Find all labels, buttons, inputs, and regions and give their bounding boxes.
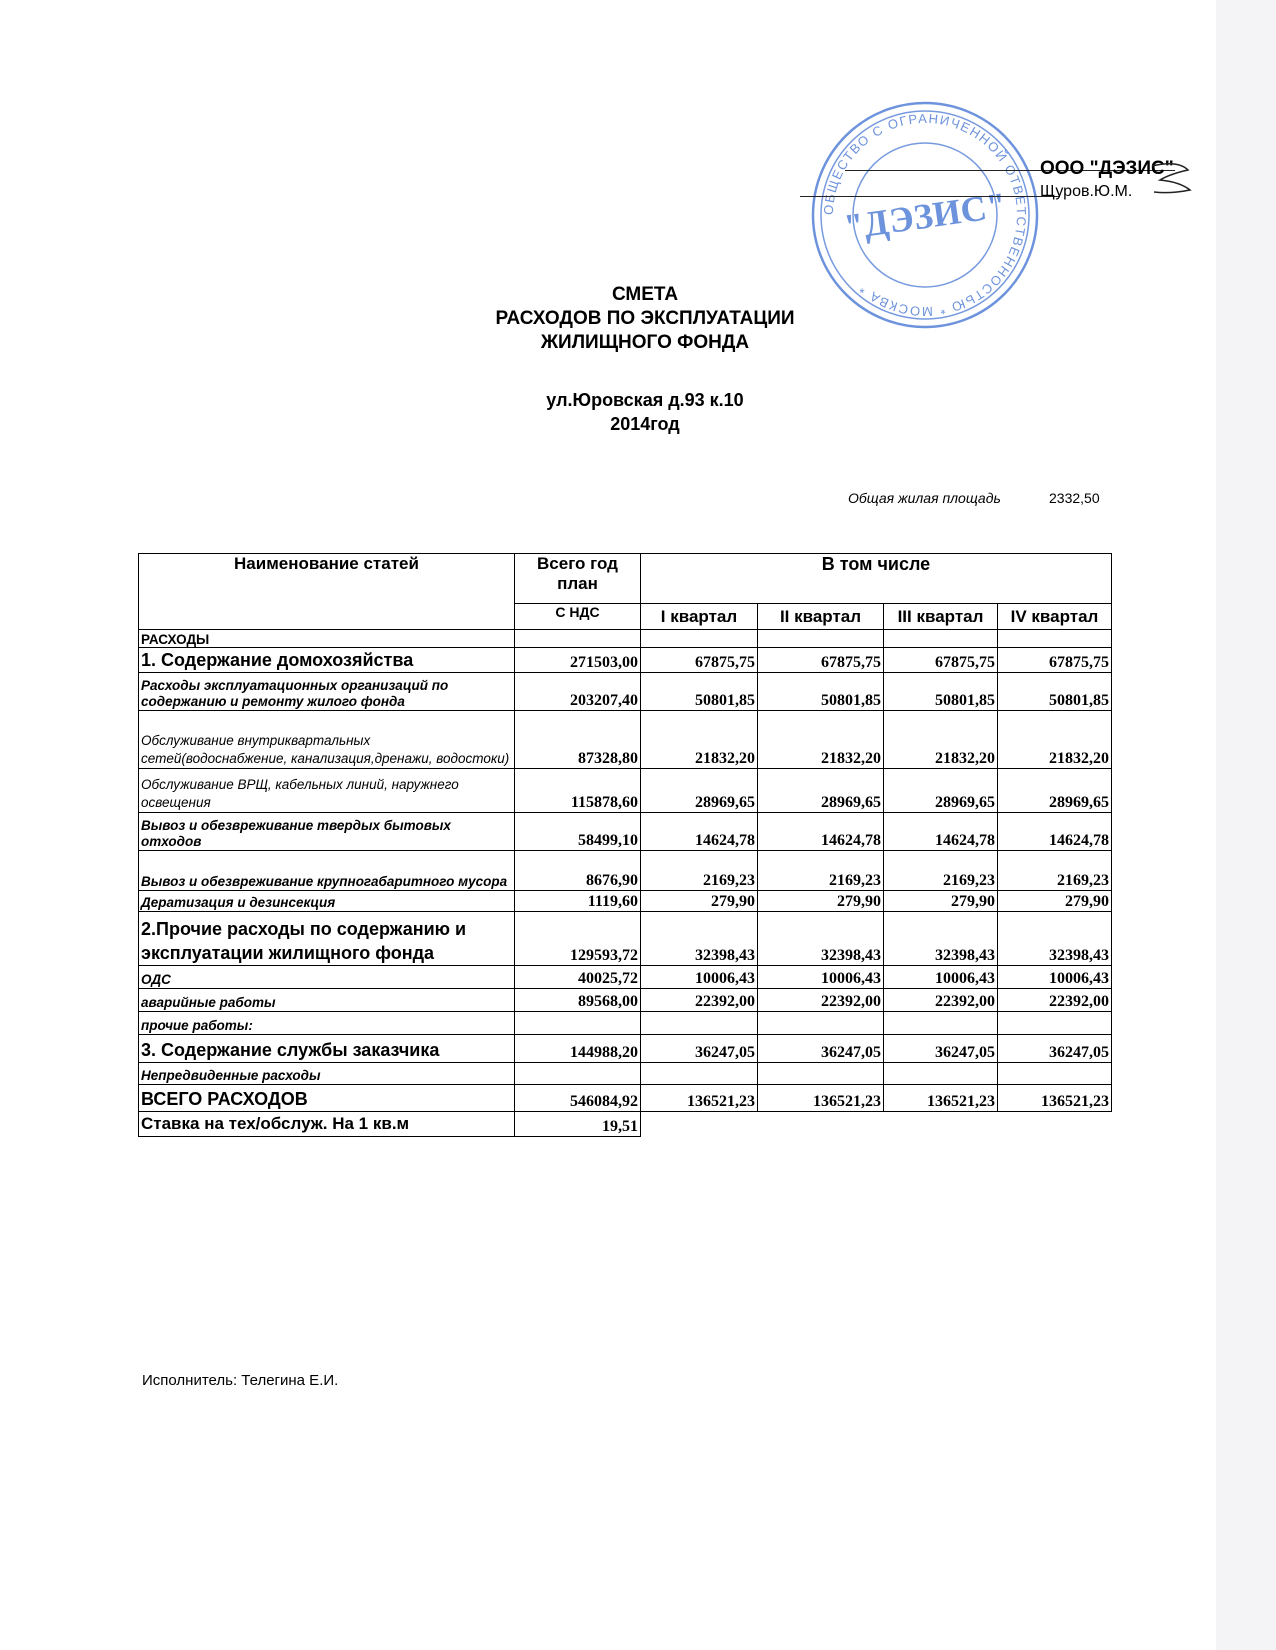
scan-edge <box>1216 0 1276 1650</box>
title-line: ЖИЛИЩНОГО ФОНДА <box>540 332 750 353</box>
cell-q2: 136521,23 <box>758 1085 884 1112</box>
header-q3: III квартал <box>884 604 998 630</box>
cell-total: 87328,80 <box>515 711 641 769</box>
row-label: Вывоз и обезвреживание крупногабаритного мусора <box>139 851 515 891</box>
row-label: аварийные работы <box>139 989 515 1012</box>
cell-total: 271503,00 <box>515 648 641 673</box>
row-label: 3. Содержание службы заказчика <box>139 1035 515 1063</box>
row-label: ВСЕГО РАСХОДОВ <box>139 1085 515 1112</box>
cell-q2: 10006,43 <box>758 966 884 989</box>
cell-q4: 22392,00 <box>998 989 1112 1012</box>
cell-q3: 279,90 <box>884 891 998 912</box>
cell-total: 8676,90 <box>515 851 641 891</box>
cell-q4: 21832,20 <box>998 711 1112 769</box>
row-label: Расходы эксплуатационных организаций по содержанию и ремонту жилого фонда <box>139 673 515 711</box>
cell-q2: 67875,75 <box>758 648 884 673</box>
address-block <box>440 388 850 436</box>
table-row <box>139 648 1112 673</box>
row-label: 1. Содержание домохозяйства <box>139 648 515 673</box>
table-row <box>139 891 1112 912</box>
cell-q2 <box>758 1012 884 1035</box>
header-total-vat: С НДС <box>515 604 641 630</box>
cell-q4: 67875,75 <box>998 648 1112 673</box>
cell-q3: 10006,43 <box>884 966 998 989</box>
cell-q2: 14624,78 <box>758 813 884 851</box>
cell-q3: 50801,85 <box>884 673 998 711</box>
cell-total: 144988,20 <box>515 1035 641 1063</box>
cell-q1: 22392,00 <box>641 989 758 1012</box>
cell-q1: 28969,65 <box>641 769 758 813</box>
cell-q3: 28969,65 <box>884 769 998 813</box>
cell-total: 115878,60 <box>515 769 641 813</box>
row-label: Дератизация и дезинсекция <box>139 891 515 912</box>
cell-q4: 50801,85 <box>998 673 1112 711</box>
svg-text:ОБЩЕСТВО С ОГРАНИЧЕННОЙ ОТВЕТС: ОБЩЕСТВО С ОГРАНИЧЕННОЙ ОТВЕТСТВЕННОСТЬЮ * МОСКВА * <box>820 110 1030 320</box>
table-row <box>139 1012 1112 1035</box>
table-row <box>139 989 1112 1012</box>
cell-q2: 2169,23 <box>758 851 884 891</box>
signature <box>1150 160 1200 200</box>
cell-total <box>515 630 641 648</box>
table-row-total <box>139 1085 1112 1112</box>
table-row <box>139 1035 1112 1063</box>
row-label: Вывоз и обезвреживание твердых бытовых отходов <box>139 813 515 851</box>
table-row-rate <box>139 1112 1112 1137</box>
header-q4: IV квартал <box>998 604 1112 630</box>
table-row <box>139 1063 1112 1085</box>
cell-q4: 136521,23 <box>998 1085 1112 1112</box>
cell-q1: 10006,43 <box>641 966 758 989</box>
table-row <box>139 966 1112 989</box>
cell-q3: 14624,78 <box>884 813 998 851</box>
row-label: Ставка на тех/обслуж. На 1 кв.м <box>139 1112 515 1137</box>
row-label: РАСХОДЫ <box>139 630 515 648</box>
cell-q4: 28969,65 <box>998 769 1112 813</box>
executor: Исполнитель: Телегина Е.И. <box>142 1372 339 1389</box>
row-label: Непредвиденные расходы <box>139 1063 515 1085</box>
table-row <box>139 769 1112 813</box>
cell-q4: 14624,78 <box>998 813 1112 851</box>
cell-q3 <box>884 1012 998 1035</box>
cell-q1 <box>641 630 758 648</box>
cell-total: 58499,10 <box>515 813 641 851</box>
area-value: 2332,50 <box>1049 490 1100 506</box>
table-header-row <box>139 554 1112 604</box>
address: ул.Юровская д.93 к.10 <box>546 390 744 410</box>
cell-q3 <box>884 1063 998 1085</box>
cell-total: 546084,92 <box>515 1085 641 1112</box>
row-label: 2.Прочие расходы по содержанию и эксплуатации жилищного фонда <box>139 912 515 966</box>
cell-total: 129593,72 <box>515 912 641 966</box>
cell-q3: 36247,05 <box>884 1035 998 1063</box>
cell-q2: 21832,20 <box>758 711 884 769</box>
cell-q3: 136521,23 <box>884 1085 998 1112</box>
row-label: Обслуживание внутриквартальных сетей(водоснабжение, канализация,дренажи, водостоки) <box>139 711 515 769</box>
cell-q4: 279,90 <box>998 891 1112 912</box>
table-row <box>139 813 1112 851</box>
cell-q1: 2169,23 <box>641 851 758 891</box>
cell-q1 <box>641 1012 758 1035</box>
cell-q2: 22392,00 <box>758 989 884 1012</box>
cell-q3: 22392,00 <box>884 989 998 1012</box>
cell-total <box>515 1012 641 1035</box>
row-label: ОДС <box>139 966 515 989</box>
cell-total: 19,51 <box>515 1112 641 1137</box>
svg-text:"ДЭЗИС": "ДЭЗИС" <box>841 184 1009 248</box>
estimate-table <box>138 553 1112 1137</box>
cell-q1: 21832,20 <box>641 711 758 769</box>
row-label: Обслуживание ВРЩ, кабельных линий, наружнего освещения <box>139 769 515 813</box>
cell-q4: 36247,05 <box>998 1035 1112 1063</box>
cell-q4 <box>998 630 1112 648</box>
cell-q2: 28969,65 <box>758 769 884 813</box>
cell-q1: 67875,75 <box>641 648 758 673</box>
row-label: прочие работы: <box>139 1012 515 1035</box>
cell-q3: 67875,75 <box>884 648 998 673</box>
cell-q3: 32398,43 <box>884 912 998 966</box>
cell-q1: 36247,05 <box>641 1035 758 1063</box>
header-total: Всего год план <box>515 554 641 604</box>
cell-q4: 2169,23 <box>998 851 1112 891</box>
approver-organization: ООО "ДЭЗИС" <box>1040 158 1174 179</box>
cell-q2 <box>758 1063 884 1085</box>
cell-q1: 279,90 <box>641 891 758 912</box>
cell-q1: 14624,78 <box>641 813 758 851</box>
cell-q4: 32398,43 <box>998 912 1112 966</box>
cell-total: 40025,72 <box>515 966 641 989</box>
cell-total: 89568,00 <box>515 989 641 1012</box>
area-label: Общая жилая площадь <box>848 490 1001 506</box>
cell-q2: 32398,43 <box>758 912 884 966</box>
header-name: Наименование статей <box>139 554 515 630</box>
cell-total: 203207,40 <box>515 673 641 711</box>
approver-name: Щуров.Ю.М. <box>1040 183 1133 200</box>
title-line: РАСХОДОВ ПО ЭКСПЛУАТАЦИИ <box>495 308 795 329</box>
title-line: СМЕТА <box>611 284 679 305</box>
cell-q1: 50801,85 <box>641 673 758 711</box>
cell-q2: 279,90 <box>758 891 884 912</box>
table-row <box>139 851 1112 891</box>
header-including: В том числе <box>641 554 1112 604</box>
cell-q3: 2169,23 <box>884 851 998 891</box>
document-title <box>440 283 850 355</box>
cell-total: 1119,60 <box>515 891 641 912</box>
cell-q4 <box>998 1063 1112 1085</box>
table-row <box>139 630 1112 648</box>
header-q1: I квартал <box>641 604 758 630</box>
cell-q3: 21832,20 <box>884 711 998 769</box>
table-row <box>139 673 1112 711</box>
table-row <box>139 711 1112 769</box>
year: 2014год <box>610 414 680 434</box>
cell-q2 <box>758 630 884 648</box>
header-q2: II квартал <box>758 604 884 630</box>
cell-q2: 36247,05 <box>758 1035 884 1063</box>
cell-q3 <box>884 630 998 648</box>
cell-q2: 50801,85 <box>758 673 884 711</box>
cell-q1: 136521,23 <box>641 1085 758 1112</box>
cell-total <box>515 1063 641 1085</box>
signature-line-lower <box>800 196 1060 197</box>
cell-q4: 10006,43 <box>998 966 1112 989</box>
table-row <box>139 912 1112 966</box>
cell-q4 <box>998 1012 1112 1035</box>
cell-q1: 32398,43 <box>641 912 758 966</box>
cell-q1 <box>641 1063 758 1085</box>
